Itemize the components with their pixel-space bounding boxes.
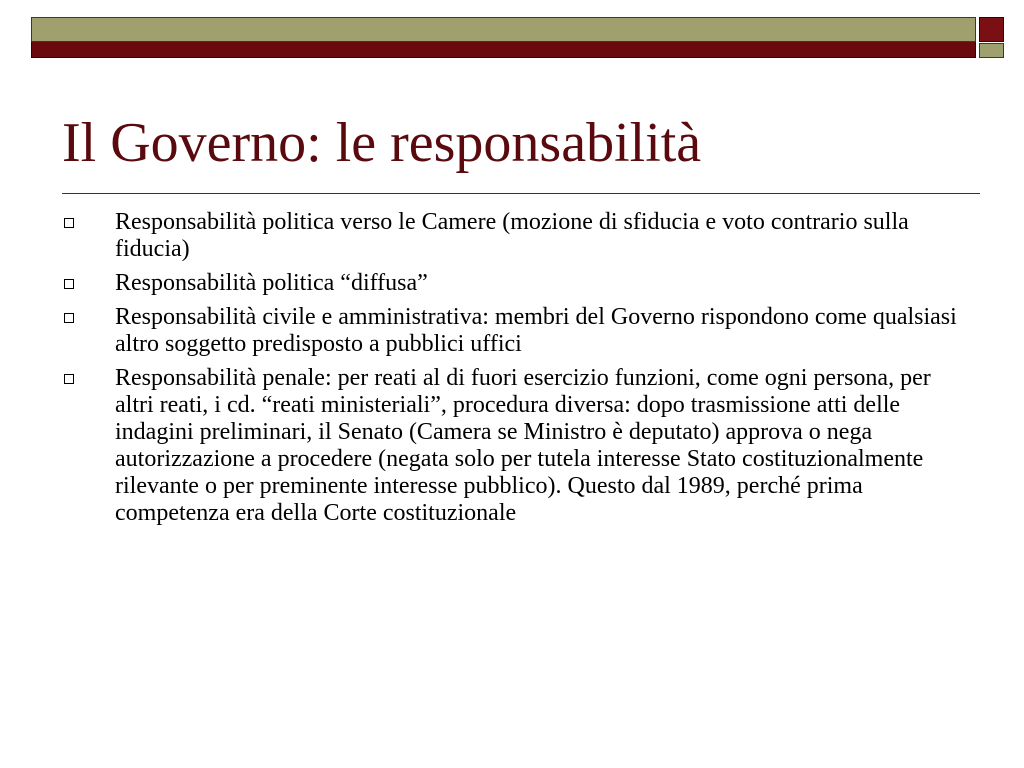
bullet-text: Responsabilità politica verso le Camere (mozione di sfiducia e voto contrario sulla fiducia) [115,209,909,262]
bullet-text: Responsabilità penale: per reati al di fuori esercizio funzioni, come ogni persona, per altri reati, i cd. “reati ministeriali”, procedura diversa: dopo trasmissione atti delle indagini preliminari, il Senato (Camera se Ministro è deputato) approva o nega autorizzazione a procedere (negata solo per tutela interesse Stato costituzionalmente rilevante o per preminente interesse pubblico). Questo dal 1989, perché prima competenza era della Corte costituzionale [115,365,931,526]
bullet-item [64,304,964,358]
bullet-text: Responsabilità civile e amministrativa: membri del Governo rispondono come qualsiasi altro soggetto predisposto a pubblici uffici [115,304,957,357]
hollow-square-icon [64,218,74,228]
title-divider [62,193,980,194]
bullet-list [64,209,964,534]
hollow-square-icon [64,279,74,289]
header-corner-maroon-square [979,17,1004,42]
hollow-square-icon [64,313,74,323]
bullet-item [64,209,964,263]
header-corner-olive-square [979,43,1004,58]
slide-title: Il Governo: le responsabilità [62,112,702,174]
bullet-item [64,270,964,297]
hollow-square-icon [64,374,74,384]
header-band-olive [31,17,976,42]
bullet-item [64,365,964,527]
header-band-maroon [31,42,976,58]
bullet-text: Responsabilità politica “diffusa” [115,270,428,296]
